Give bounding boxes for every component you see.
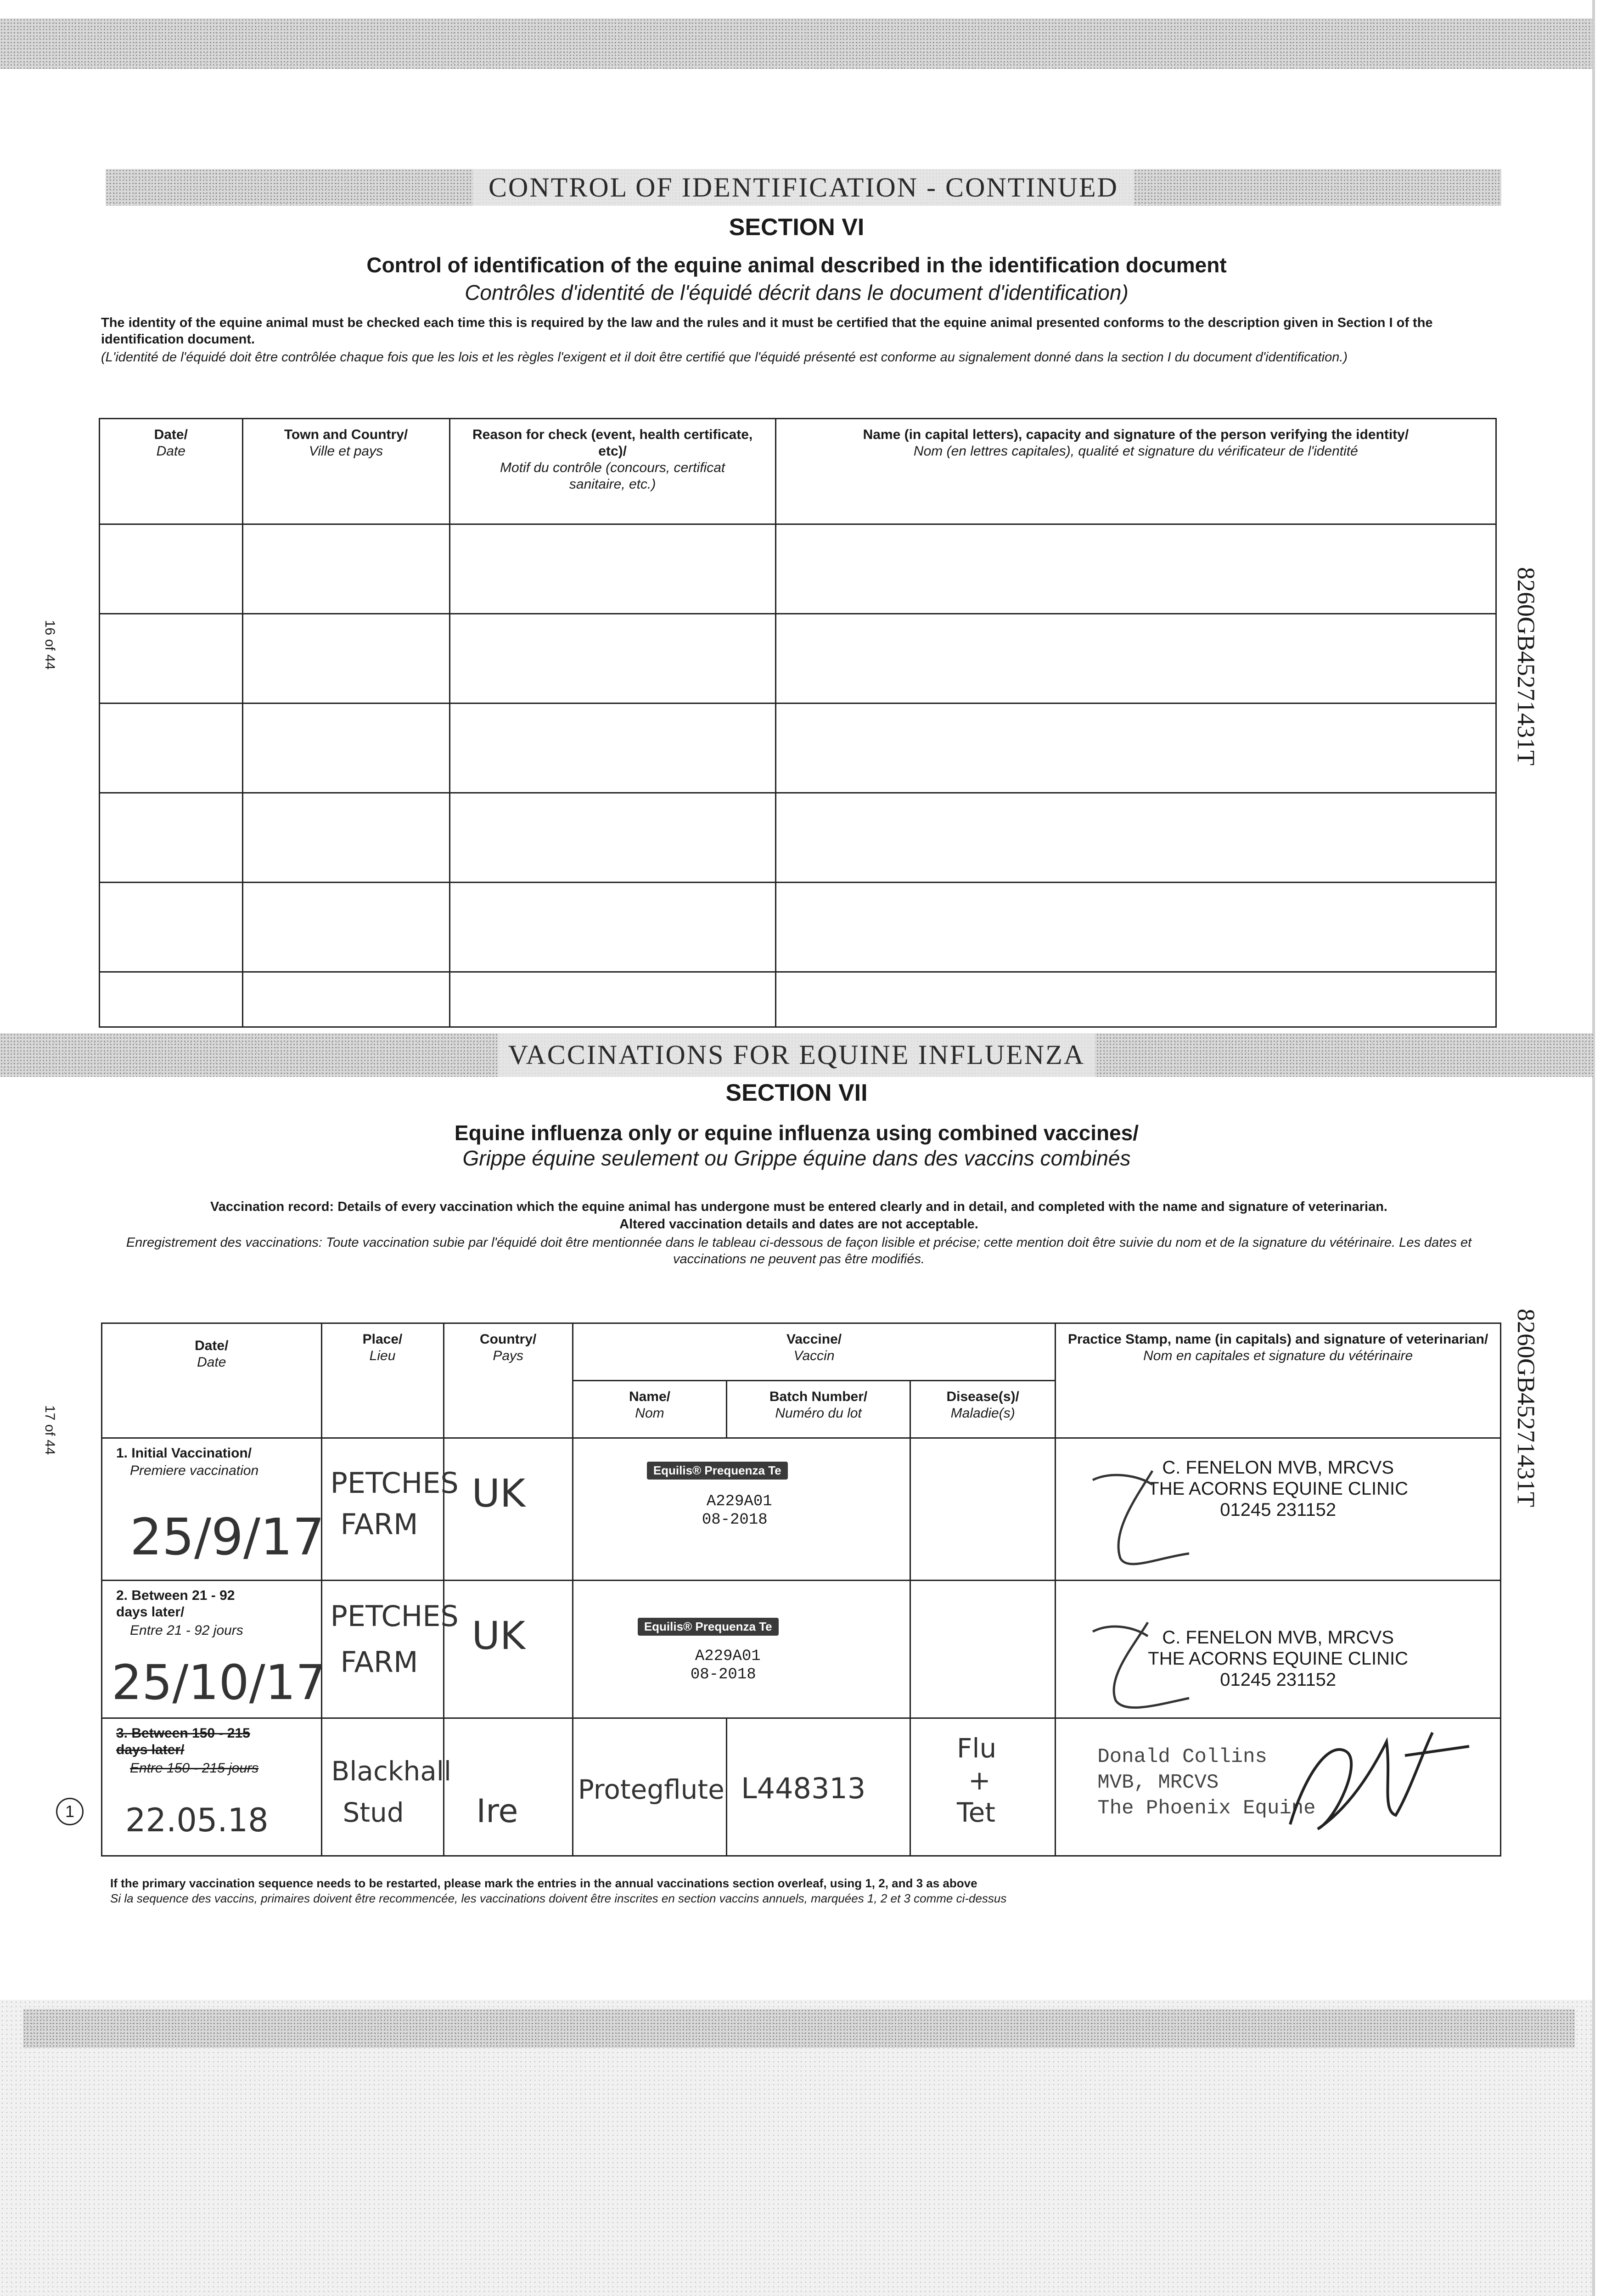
handwritten-date: 22.05.18	[125, 1801, 269, 1839]
vacc-col-place-header: Place/ Lieu	[321, 1323, 444, 1438]
table-row	[100, 793, 1496, 883]
vacc-col-name-header: Name/ Nom	[573, 1381, 726, 1438]
section-vi-title-fr: Contrôles d'identité de l'équidé décrit dans le document d'identification)	[465, 281, 1129, 304]
vacc-col-vaccine-header: Vaccine/ Vaccin	[573, 1323, 1055, 1381]
section-vi-instruction-fr: (L'identité de l'équidé doit être contrôlée chaque fois que les lois et les règles l'exigent et il doit être certifié que l'équidé présenté est conforme au signalement donné dans la section I du document d'identification.)	[101, 350, 1348, 365]
vaccination-row-2	[102, 1581, 1501, 1718]
vacc-col-date-header: Date/ Date	[102, 1323, 322, 1438]
handwritten-place: Blackhall	[331, 1756, 451, 1787]
reason-cell[interactable]	[449, 793, 775, 883]
handwritten-vaccine-name: Protegflute	[578, 1774, 724, 1805]
signature-icon	[1084, 1466, 1221, 1572]
vaccine-sticker-label: Equilis® Prequenza Te	[638, 1618, 779, 1636]
handwritten-country: Ire	[476, 1792, 518, 1830]
date-cell[interactable]	[100, 614, 243, 703]
signature-icon	[1084, 1618, 1221, 1714]
reason-cell[interactable]	[449, 703, 775, 793]
table-row	[100, 703, 1496, 793]
reason-cell[interactable]	[449, 972, 775, 1027]
verifier-cell[interactable]	[775, 793, 1496, 883]
vacc-country-cell[interactable]	[444, 1438, 573, 1581]
vaccination-record-text-2: Altered vaccination details and dates are not acceptable.	[619, 1217, 978, 1232]
section-vi-instruction: The identity of the equine animal must be checked each time this is required by the law and the rules and it must be certified that the equine animal presented conforms to the description given in Section I of the identification document.	[101, 315, 1433, 347]
footnote-fr: Si la sequence des vaccins, primaires doivent être recommencée, les vaccinations doivent être inscrites en section vaccins annuels, marquées 1, 2 et 3 comme ci-dessus	[110, 1891, 1007, 1905]
reason-cell[interactable]	[449, 524, 775, 614]
vet-stamp-clinic: THE ACORNS EQUINE CLINIC	[1148, 1649, 1409, 1669]
scan-top-band	[0, 18, 1593, 69]
vacc-disease-cell[interactable]	[910, 1581, 1056, 1718]
reason-cell[interactable]	[449, 883, 775, 972]
vacc-col-country-header: Country/ Pays	[444, 1323, 573, 1438]
col-town-header: Town and Country/ Ville et pays	[242, 419, 449, 524]
signature-icon	[1276, 1723, 1478, 1843]
date-cell[interactable]	[100, 883, 243, 972]
batch-lot: A229A01	[695, 1648, 761, 1665]
page-number-top: 16 of 44	[42, 620, 57, 670]
vacc-disease-cell[interactable]: Flu + Tet	[910, 1718, 1056, 1856]
vacc-col-disease-header: Disease(s)/ Maladie(s)	[910, 1381, 1056, 1438]
vacc-name-batch-cell[interactable]	[573, 1581, 910, 1718]
vacc-practice-cell[interactable]	[1056, 1718, 1501, 1856]
handwritten-place: PETCHES	[330, 1599, 459, 1633]
vaccination-row-1	[102, 1438, 1501, 1581]
vet-stamp-name: C. FENELON MVB, MRCVS	[1162, 1627, 1394, 1648]
col-date-header: Date/ Date	[100, 419, 243, 524]
vacc-batch-cell[interactable]	[727, 1718, 910, 1856]
section-vii-title-fr: Grippe équine seulement ou Grippe équine dans des vaccins combinés	[462, 1146, 1131, 1170]
section-vi-band-title: CONTROL OF IDENTIFICATION - CONTINUED	[473, 169, 1134, 206]
col-verifier-header: Name (in capital letters), capacity and signature of the person verifying the identity/ Nom (en lettres capitales), qualité et signature du vérificateur de l'identité	[775, 419, 1496, 524]
town-cell[interactable]	[242, 972, 449, 1027]
vet-stamp-quals: MVB, MRCVS	[1097, 1771, 1219, 1794]
vaccination-record-text-fr: Enregistrement des vaccinations: Toute vaccination subie par l'équidé doit être mentionnée dans le tableau ci-dessous de façon lisible et précise; cette mention doit être suivie du nom et de la signature du vétérinaire. Les dates et vaccinations ne peuvent pas être modifiés.	[126, 1235, 1472, 1266]
verifier-cell[interactable]	[775, 972, 1496, 1027]
vet-stamp-clinic: The Phoenix Equine	[1097, 1797, 1316, 1820]
identification-table	[99, 418, 1497, 1028]
batch-expiry: 08-2018	[690, 1666, 756, 1683]
table-row	[100, 883, 1496, 972]
date-cell[interactable]	[100, 703, 243, 793]
section-vi-title: Control of identification of the equine animal described in the identification document	[366, 253, 1227, 277]
town-cell[interactable]	[242, 883, 449, 972]
section-vii-band-title: VACCINATIONS FOR EQUINE INFLUENZA	[498, 1033, 1095, 1077]
verifier-cell[interactable]	[775, 614, 1496, 703]
vacc-name-batch-cell[interactable]	[573, 1438, 910, 1581]
vacc-name-cell[interactable]	[573, 1718, 726, 1856]
section-vii-number: SECTION VII	[725, 1080, 868, 1106]
document-id-top: 8260GB45271431T	[1512, 567, 1540, 765]
verifier-cell[interactable]	[775, 703, 1496, 793]
batch-lot: A229A01	[706, 1493, 772, 1510]
vacc-place-cell[interactable]	[321, 1718, 451, 1856]
document-id-bottom: 8260GB45271431T	[1512, 1309, 1540, 1507]
vet-stamp-name: C. FENELON MVB, MRCVS	[1162, 1458, 1394, 1478]
vacc-col-batch-header: Batch Number/ Numéro du lot	[727, 1381, 910, 1438]
section-vi-band	[106, 169, 1501, 206]
vacc-place-cell[interactable]	[321, 1581, 459, 1718]
vacc-disease-cell[interactable]	[910, 1438, 1056, 1581]
vacc-place-cell[interactable]	[321, 1438, 459, 1581]
handwritten-date: 25/10/17	[112, 1654, 326, 1711]
vet-stamp-phone: 01245 231152	[1220, 1670, 1337, 1690]
batch-expiry: 08-2018	[702, 1511, 768, 1529]
vacc-date-cell[interactable]: 1. Initial Vaccination/ Premiere vaccination 25/9/17	[102, 1438, 322, 1581]
table-row	[100, 524, 1496, 614]
handwritten-place-2: FARM	[340, 1508, 418, 1541]
vaccination-row-3	[102, 1718, 1501, 1856]
table-row	[100, 614, 1496, 703]
vet-stamp-clinic: THE ACORNS EQUINE CLINIC	[1148, 1479, 1409, 1499]
vaccination-table	[101, 1322, 1501, 1857]
circled-mark: 1	[56, 1798, 84, 1825]
town-cell[interactable]	[242, 524, 449, 614]
section-vi-number: SECTION VI	[729, 214, 865, 241]
vaccine-sticker-label: Equilis® Prequenza Te	[647, 1462, 788, 1480]
handwritten-disease: Flu	[957, 1733, 997, 1764]
vet-stamp-name: Donald Collins	[1097, 1745, 1267, 1768]
reason-cell[interactable]	[449, 614, 775, 703]
table-row	[100, 972, 1496, 1027]
handwritten-place-2: FARM	[340, 1645, 418, 1679]
col-reason-header: Reason for check (event, health certificate, etc)/ Motif du contrôle (concours, certificat sanitaire, etc.)	[449, 419, 775, 524]
footnote: If the primary vaccination sequence needs to be restarted, please mark the entries in the annual vaccinations section overleaf, using 1, 2, and 3 as above	[110, 1876, 977, 1890]
handwritten-place: PETCHES	[330, 1466, 459, 1500]
verifier-cell[interactable]	[775, 883, 1496, 972]
verifier-cell[interactable]	[775, 524, 1496, 614]
date-cell[interactable]	[100, 524, 243, 614]
handwritten-country: UK	[472, 1613, 526, 1658]
section-vii-title: Equine influenza only or equine influenza using combined vaccines/	[454, 1121, 1139, 1145]
vet-stamp-phone: 01245 231152	[1220, 1500, 1337, 1520]
handwritten-place-2: Stud	[343, 1797, 404, 1828]
town-cell[interactable]	[242, 614, 449, 703]
vacc-date-cell[interactable]: 2. Between 21 - 92 days later/ Entre 21 - 92 jours 25/10/17	[102, 1581, 322, 1718]
page-number-bottom: 17 of 44	[42, 1405, 57, 1455]
vacc-practice-cell[interactable]	[1056, 1438, 1501, 1581]
date-cell[interactable]	[100, 972, 243, 1027]
section-vii-band	[0, 1033, 1593, 1077]
vacc-country-cell[interactable]	[444, 1581, 573, 1718]
handwritten-batch: L448313	[741, 1772, 866, 1805]
vacc-col-practice-header: Practice Stamp, name (in capitals) and signature of veterinarian/ Nom en capitales et signature du vétérinaire	[1056, 1323, 1501, 1438]
scan-bottom-stripe	[23, 2009, 1575, 2048]
vacc-country-cell[interactable]	[444, 1718, 573, 1856]
vaccination-record-text: Vaccination record: Details of every vaccination which the equine animal has undergone must be entered clearly and in detail, and completed with the name and signature of veterinarian.	[210, 1199, 1387, 1214]
date-cell[interactable]	[100, 793, 243, 883]
town-cell[interactable]	[242, 793, 449, 883]
vacc-date-cell[interactable]: 3. Between 150 - 215 days later/ Entre 150 - 215 jours 22.05.18	[102, 1718, 322, 1856]
vacc-practice-cell[interactable]	[1056, 1581, 1501, 1718]
handwritten-date: 25/9/17	[130, 1508, 325, 1566]
handwritten-country: UK	[472, 1471, 526, 1516]
town-cell[interactable]	[242, 703, 449, 793]
